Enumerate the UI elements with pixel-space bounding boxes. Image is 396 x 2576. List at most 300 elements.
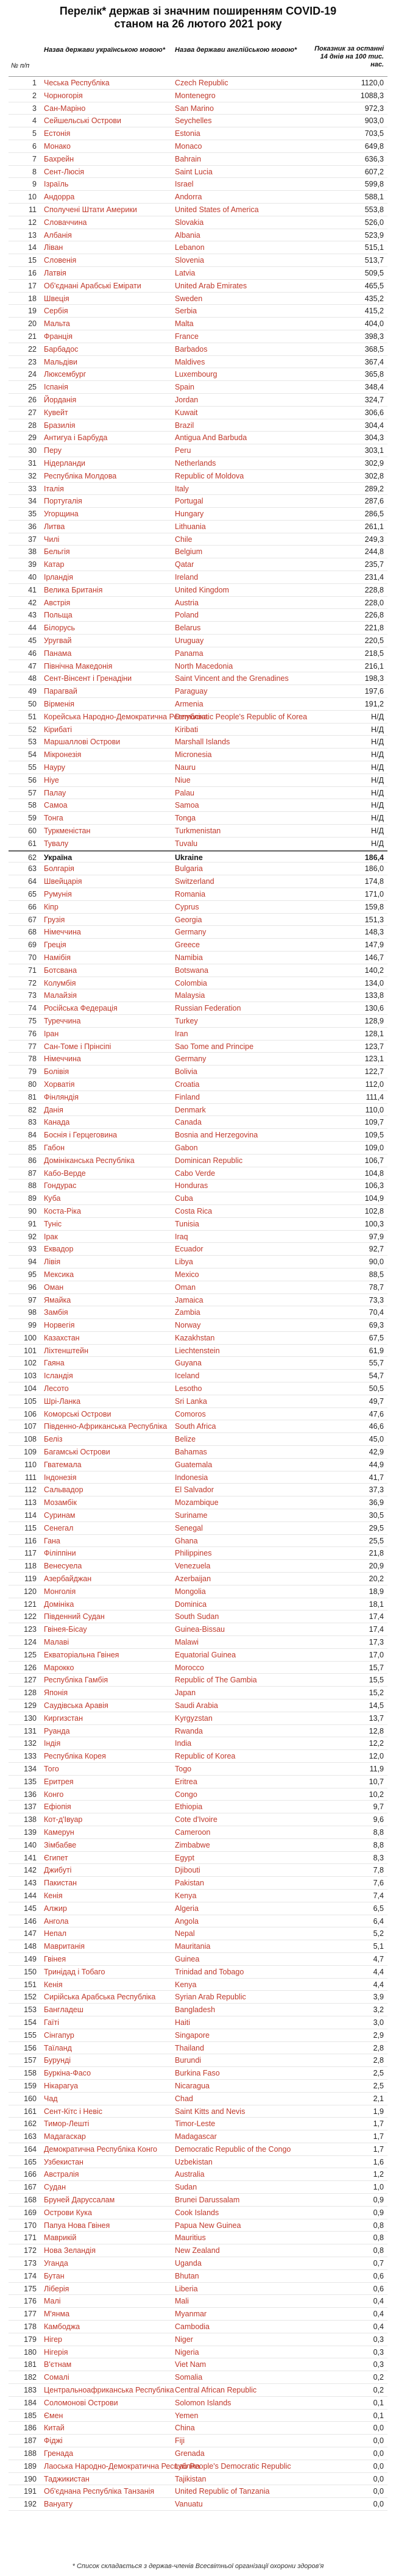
row-number: 36 <box>28 522 37 531</box>
country-name-ukrainian: Ямайка <box>44 1295 71 1304</box>
table-row <box>9 546 387 558</box>
row-number: 134 <box>24 1764 37 1773</box>
row-indicator-value: Н/Д <box>371 814 384 823</box>
row-number: 109 <box>24 1448 37 1457</box>
row-number: 26 <box>28 395 37 404</box>
country-name-english: Canada <box>175 1118 202 1127</box>
table-row <box>9 1218 387 1231</box>
row-number: 158 <box>24 2069 37 2078</box>
country-name-english: Germany <box>175 1055 207 1064</box>
country-name-english: Guyana <box>175 1359 202 1368</box>
row-number: 112 <box>24 1485 37 1495</box>
table-row <box>9 419 387 432</box>
country-name-english: Guatemala <box>175 1460 213 1469</box>
row-number: 157 <box>24 2056 37 2065</box>
row-number: 71 <box>28 966 37 975</box>
row-number: 182 <box>24 2373 37 2382</box>
table-row <box>9 609 387 622</box>
row-number: 188 <box>24 2449 37 2458</box>
table-row <box>9 2422 387 2435</box>
table-row <box>9 1839 387 1852</box>
country-name-ukrainian: Гаяна <box>44 1359 65 1368</box>
row-number: 107 <box>24 1422 37 1431</box>
country-name-english: Liberia <box>175 2284 198 2293</box>
table-row <box>9 1598 387 1611</box>
table-row <box>9 521 387 533</box>
country-name-ukrainian: Норвегія <box>44 1321 75 1330</box>
country-name-ukrainian: Бангладеш <box>44 2005 83 2015</box>
row-indicator-value: 112,0 <box>365 1080 384 1089</box>
row-indicator-value: 3,9 <box>373 1993 384 2002</box>
table-row <box>9 2460 387 2473</box>
table-row <box>9 1877 387 1890</box>
table-row <box>9 597 387 610</box>
country-name-english: Trinidad and Tobago <box>175 1967 244 1976</box>
country-name-english: Comoros <box>175 1409 206 1418</box>
row-number: 52 <box>28 725 37 734</box>
country-name-ukrainian: Сполучені Штати Америки <box>44 205 137 214</box>
row-number: 17 <box>28 281 37 290</box>
country-name-english: Republic of Korea <box>175 1752 236 1761</box>
row-number: 86 <box>28 1156 37 1165</box>
country-name-ukrainian: Фінляндія <box>44 1092 79 1101</box>
row-indicator-value: Н/Д <box>371 712 384 721</box>
row-number: 43 <box>28 611 37 620</box>
country-name-english: Cote d'Ivoire <box>175 1815 217 1824</box>
row-number: 161 <box>24 2107 37 2116</box>
country-table <box>9 77 387 2511</box>
country-name-ukrainian: Німеччина <box>44 928 81 937</box>
table-row <box>9 533 387 546</box>
country-name-english: Republic of Moldova <box>175 471 244 480</box>
table-row <box>9 2244 387 2257</box>
row-number: 101 <box>24 1346 37 1355</box>
country-name-ukrainian: Колумбія <box>44 978 76 987</box>
table-row <box>9 267 387 280</box>
country-name-english: Turkey <box>175 1016 198 1025</box>
country-name-english: Grenada <box>175 2449 205 2458</box>
country-name-english: Andorra <box>175 193 202 202</box>
country-name-english: Belgium <box>175 547 203 557</box>
country-name-ukrainian: Джибуті <box>44 1866 72 1875</box>
row-number: 19 <box>28 307 37 316</box>
row-number: 91 <box>28 1219 37 1228</box>
table-row <box>9 2194 387 2207</box>
row-number: 42 <box>28 598 37 607</box>
row-number: 51 <box>28 712 37 721</box>
row-indicator-value: 0,2 <box>373 2386 384 2395</box>
table-row <box>9 711 387 724</box>
country-name-english: United Arab Emirates <box>175 281 247 290</box>
country-name-english: Greece <box>175 941 200 950</box>
country-name-ukrainian: Пакистан <box>44 1879 77 1888</box>
country-name-ukrainian: Сомалі <box>44 2373 69 2382</box>
row-number: 168 <box>24 2196 37 2205</box>
table-row <box>9 127 387 140</box>
table-row <box>9 1446 387 1459</box>
table-row <box>9 280 387 293</box>
table-row <box>9 1750 387 1763</box>
row-number: 33 <box>28 484 37 493</box>
row-indicator-value: 106,3 <box>364 1181 384 1190</box>
country-name-ukrainian: Португалія <box>44 497 82 506</box>
country-name-english: Seychelles <box>175 116 212 126</box>
row-number: 127 <box>24 1676 37 1685</box>
table-row <box>9 1979 387 1991</box>
country-name-english: Uganda <box>175 2259 202 2268</box>
row-number: 11 <box>29 205 37 214</box>
country-name-ukrainian: Малаві <box>44 1638 69 1647</box>
row-number: 115 <box>24 1523 37 1532</box>
country-name-ukrainian: Камбоджа <box>44 2322 80 2332</box>
row-indicator-value: 249,3 <box>364 535 384 544</box>
table-row <box>9 140 387 153</box>
country-name-english: Dominican Republic <box>175 1156 243 1165</box>
country-name-ukrainian: Демократична Республіка Конго <box>44 2144 157 2154</box>
table-row <box>9 660 387 673</box>
table-row <box>9 2371 387 2384</box>
table-row <box>9 952 387 964</box>
row-indicator-value: 0,4 <box>373 2297 384 2306</box>
country-name-english: Syrian Arab Republic <box>175 1993 246 2002</box>
row-indicator-value: Н/Д <box>371 750 384 760</box>
table-row <box>9 1712 387 1725</box>
country-name-ukrainian: Конго <box>44 1790 64 1799</box>
row-number: 90 <box>28 1206 37 1215</box>
row-number: 35 <box>28 510 37 519</box>
country-name-ukrainian: Німеччина <box>44 1055 81 1064</box>
country-name-ukrainian: Мексика <box>44 1270 74 1279</box>
country-name-ukrainian: Північна Македонія <box>44 661 113 671</box>
country-name-english: Georgia <box>175 915 202 924</box>
country-name-english: Finland <box>175 1092 200 1101</box>
row-indicator-value: 368,5 <box>364 344 384 354</box>
row-indicator-value: 9,7 <box>373 1802 384 1812</box>
row-indicator-value: 302,9 <box>364 458 384 468</box>
row-number: 66 <box>28 902 37 911</box>
country-name-ukrainian: Азербайджан <box>44 1574 92 1584</box>
row-indicator-value: 1,9 <box>373 2107 384 2116</box>
country-name-ukrainian: Лаоська Народно-Демократична Республіка <box>44 2461 200 2471</box>
table-row <box>9 1091 387 1104</box>
table-row <box>9 1573 387 1585</box>
row-number: 3 <box>32 104 37 113</box>
country-name-ukrainian: Папуа Нова Гвінея <box>44 2221 110 2230</box>
row-number: 12 <box>28 218 37 227</box>
row-number: 83 <box>28 1118 37 1127</box>
table-row <box>9 2156 387 2169</box>
country-name-ukrainian: Того <box>44 1764 59 1773</box>
country-name-english: Saint Kitts and Nevis <box>175 2107 246 2116</box>
country-name-english: Estonia <box>175 129 200 138</box>
row-number: 140 <box>24 1840 37 1849</box>
country-name-ukrainian: Ботсвана <box>44 966 77 975</box>
country-name-english: Colombia <box>175 978 207 987</box>
table-row <box>9 1319 387 1332</box>
table-row <box>9 1699 387 1712</box>
row-indicator-value: Н/Д <box>371 738 384 747</box>
country-name-ukrainian: Судан <box>44 2183 66 2192</box>
table-row <box>9 1053 387 1066</box>
row-indicator-value: 128,1 <box>364 1029 384 1038</box>
country-name-ukrainian: Франція <box>44 332 73 341</box>
row-number: 49 <box>28 687 37 696</box>
country-name-ukrainian: Республіка Гамбія <box>44 1676 108 1685</box>
row-number: 25 <box>28 383 37 392</box>
country-name-english: Gabon <box>175 1143 198 1152</box>
row-indicator-value: 0,2 <box>373 2373 384 2382</box>
country-name-ukrainian: Російська Федерація <box>44 1004 118 1013</box>
row-indicator-value: 88,5 <box>369 1270 384 1279</box>
row-indicator-value: 0,4 <box>373 2310 384 2319</box>
country-name-ukrainian: В'єтнам <box>44 2360 72 2369</box>
row-number: 133 <box>24 1752 37 1761</box>
country-name-ukrainian: Польща <box>44 611 72 620</box>
row-indicator-value: 0,0 <box>373 2487 384 2496</box>
row-number: 68 <box>28 928 37 937</box>
row-number: 177 <box>24 2310 37 2319</box>
row-number: 117 <box>24 1549 37 1558</box>
country-name-english: Malawi <box>175 1638 199 1647</box>
row-indicator-value: 109,5 <box>364 1131 384 1140</box>
table-row <box>9 1813 387 1826</box>
row-indicator-value: 0,1 <box>373 2398 384 2407</box>
country-name-ukrainian: Екваторіальна Гвінея <box>44 1650 119 1659</box>
country-name-ukrainian: Кот-д'Івуар <box>44 1815 83 1824</box>
row-indicator-value: 553,8 <box>364 205 384 214</box>
country-name-ukrainian: Нігерія <box>44 2347 68 2357</box>
table-row <box>9 1535 387 1548</box>
table-row <box>9 1687 387 1699</box>
row-number: 63 <box>28 864 37 873</box>
row-indicator-value: 42,9 <box>369 1448 384 1457</box>
row-number: 125 <box>24 1650 37 1659</box>
country-name-ukrainian: Угорщина <box>44 510 79 519</box>
country-name-ukrainian: Хорватія <box>44 1080 75 1089</box>
row-number: 40 <box>28 573 37 582</box>
row-indicator-value: 302,8 <box>364 471 384 480</box>
table-row <box>9 584 387 597</box>
country-name-ukrainian: Маршаллові Острови <box>44 738 121 747</box>
table-row <box>9 1560 387 1573</box>
title-line-2: станом на 26 лютого 2021 року <box>114 18 282 30</box>
row-indicator-value: 14,5 <box>369 1701 384 1710</box>
row-indicator-value: 109,7 <box>364 1118 384 1127</box>
country-name-english: Peru <box>175 446 191 455</box>
country-name-ukrainian: Республіка Молдова <box>44 471 117 480</box>
row-indicator-value: 0,9 <box>373 2196 384 2205</box>
country-name-ukrainian: Перу <box>44 446 62 455</box>
table-row <box>9 2257 387 2270</box>
country-name-ukrainian: Велика Британія <box>44 585 103 594</box>
table-row <box>9 216 387 229</box>
row-number: 10 <box>28 193 37 202</box>
country-name-english: Solomon Islands <box>175 2398 232 2407</box>
country-name-ukrainian: Австрія <box>44 598 71 607</box>
country-name-ukrainian: Лесото <box>44 1384 69 1393</box>
row-number: 50 <box>28 700 37 709</box>
country-name-english: Somalia <box>175 2373 203 2382</box>
row-indicator-value: 46,6 <box>369 1422 384 1431</box>
row-number: 24 <box>28 370 37 379</box>
country-name-english: Russian Federation <box>175 1004 241 1013</box>
table-row <box>9 1155 387 1167</box>
country-name-english: Fiji <box>175 2436 185 2446</box>
table-row <box>9 1281 387 1294</box>
table-row <box>9 977 387 990</box>
table-row <box>9 508 387 521</box>
row-indicator-value: 92,7 <box>369 1245 384 1254</box>
country-name-english: Honduras <box>175 1181 208 1190</box>
table-row <box>9 1332 387 1345</box>
row-indicator-value: Н/Д <box>371 801 384 810</box>
country-name-english: Bahrain <box>175 154 202 163</box>
row-number: 70 <box>28 953 37 962</box>
country-name-english: Mali <box>175 2297 189 2306</box>
country-name-english: Libya <box>175 1258 193 1267</box>
row-indicator-value: 304,4 <box>364 421 384 430</box>
row-indicator-value: 404,0 <box>364 319 384 329</box>
row-number: 37 <box>28 535 37 544</box>
table-row <box>9 444 387 457</box>
country-name-ukrainian: Гондурас <box>44 1181 77 1190</box>
row-indicator-value: 2,8 <box>373 2043 384 2052</box>
row-indicator-value: 130,6 <box>364 1004 384 1013</box>
table-row <box>9 558 387 571</box>
country-name-ukrainian: Зімбабве <box>44 1840 77 1849</box>
country-name-ukrainian: Бельгія <box>44 547 70 557</box>
row-number: 128 <box>24 1688 37 1698</box>
row-indicator-value: 7,4 <box>373 1891 384 1900</box>
row-number: 137 <box>24 1802 37 1812</box>
country-name-ukrainian: Маврикій <box>44 2233 77 2243</box>
row-indicator-value: 186,4 <box>364 853 384 862</box>
country-name-english: Kyrgyzstan <box>175 1713 213 1723</box>
country-name-english: El Salvador <box>175 1485 214 1495</box>
table-row <box>9 1509 387 1522</box>
row-number: 22 <box>28 344 37 354</box>
table-row <box>9 1801 387 1813</box>
row-number: 97 <box>28 1295 37 1304</box>
country-name-ukrainian: Узбекистан <box>44 2157 83 2166</box>
country-name-ukrainian: Ліхтенштейн <box>44 1346 88 1355</box>
country-name-english: Cambodia <box>175 2322 210 2332</box>
row-indicator-value: 7,8 <box>373 1866 384 1875</box>
row-number: 181 <box>24 2360 37 2369</box>
row-number: 8 <box>32 167 37 176</box>
table-row <box>9 1547 387 1560</box>
country-name-english: Iraq <box>175 1232 188 1241</box>
table-row <box>9 1966 387 1979</box>
country-name-english: Togo <box>175 1764 192 1773</box>
row-number: 159 <box>24 2081 37 2090</box>
row-number: 99 <box>28 1321 37 1330</box>
country-name-ukrainian: Канада <box>44 1118 70 1127</box>
country-name-ukrainian: Сальвадор <box>44 1485 83 1495</box>
row-indicator-value: 221,8 <box>364 624 384 633</box>
row-indicator-value: 90,0 <box>369 1258 384 1267</box>
country-name-english: Cuba <box>175 1194 193 1203</box>
row-number: 79 <box>28 1067 37 1076</box>
row-number: 120 <box>24 1587 37 1596</box>
table-row <box>9 1788 387 1801</box>
row-number: 156 <box>24 2043 37 2052</box>
row-indicator-value: 0,0 <box>373 2500 384 2509</box>
country-name-ukrainian: Сейшельські Острови <box>44 116 122 126</box>
row-indicator-value: 398,3 <box>364 332 384 341</box>
row-indicator-value: 703,5 <box>364 129 384 138</box>
country-name-english: Malaysia <box>175 991 205 1000</box>
header-number: № п/п <box>11 62 30 69</box>
country-name-ukrainian: Кіпр <box>44 902 58 911</box>
country-name-ukrainian: Замбія <box>44 1308 68 1317</box>
row-indicator-value: 198,3 <box>364 674 384 683</box>
row-number: 129 <box>24 1701 37 1710</box>
table-row <box>9 939 387 952</box>
row-indicator-value: 146,7 <box>364 953 384 962</box>
row-indicator-value: 12,2 <box>369 1739 384 1748</box>
row-number: 184 <box>24 2398 37 2407</box>
row-number: 102 <box>24 1359 37 1368</box>
country-name-ukrainian: Венесуела <box>44 1562 82 1571</box>
table-row <box>9 749 387 761</box>
country-name-ukrainian: Шрі-Ланка <box>44 1397 81 1406</box>
country-name-english: Norway <box>175 1321 201 1330</box>
table-row <box>9 2232 387 2244</box>
country-name-ukrainian: Домініка <box>44 1599 74 1609</box>
country-name-ukrainian: Сент-Вінсент і Гренадіни <box>44 674 132 683</box>
country-name-english: Malta <box>175 319 194 329</box>
table-row <box>9 2321 387 2333</box>
country-name-english: Uruguay <box>175 636 204 646</box>
country-name-english: Lebanon <box>175 243 205 252</box>
row-number: 64 <box>28 877 37 886</box>
row-indicator-value: 523,9 <box>364 230 384 240</box>
country-name-english: Nigeria <box>175 2347 199 2357</box>
row-indicator-value: Н/Д <box>371 839 384 848</box>
country-name-ukrainian: Камерун <box>44 1827 74 1837</box>
row-number: 121 <box>24 1599 37 1609</box>
table-row <box>9 356 387 369</box>
title-line-1: Перелік* держав зі значним поширенням COVID-19 <box>59 5 337 17</box>
table-row <box>9 343 387 356</box>
country-name-english: Belarus <box>175 624 201 633</box>
row-number: 5 <box>32 129 37 138</box>
row-number: 143 <box>24 1879 37 1888</box>
row-indicator-value: 140,2 <box>364 966 384 975</box>
row-number: 94 <box>28 1258 37 1267</box>
row-indicator-value: 67,5 <box>369 1333 384 1342</box>
table-row <box>9 863 387 875</box>
country-name-ukrainian: Еквадор <box>44 1245 74 1254</box>
row-indicator-value: 123,1 <box>364 1055 384 1064</box>
row-number: 15 <box>28 256 37 265</box>
country-name-english: Ecuador <box>175 1245 203 1254</box>
row-indicator-value: 1,7 <box>373 2132 384 2141</box>
country-name-ukrainian: Мікронезія <box>44 750 82 760</box>
country-name-english: Chad <box>175 2094 193 2103</box>
row-number: 118 <box>24 1562 37 1571</box>
country-name-english: Tuvalu <box>175 839 198 848</box>
row-indicator-value: Н/Д <box>371 763 384 772</box>
country-name-english: Latvia <box>175 268 196 277</box>
table-row <box>9 838 387 850</box>
country-name-english: Azerbaijan <box>175 1574 211 1584</box>
row-indicator-value: 435,2 <box>364 294 384 303</box>
table-row <box>9 293 387 305</box>
country-name-ukrainian: Корейська Народно-Демократична Республіка <box>44 712 208 721</box>
row-indicator-value: 304,3 <box>364 433 384 443</box>
